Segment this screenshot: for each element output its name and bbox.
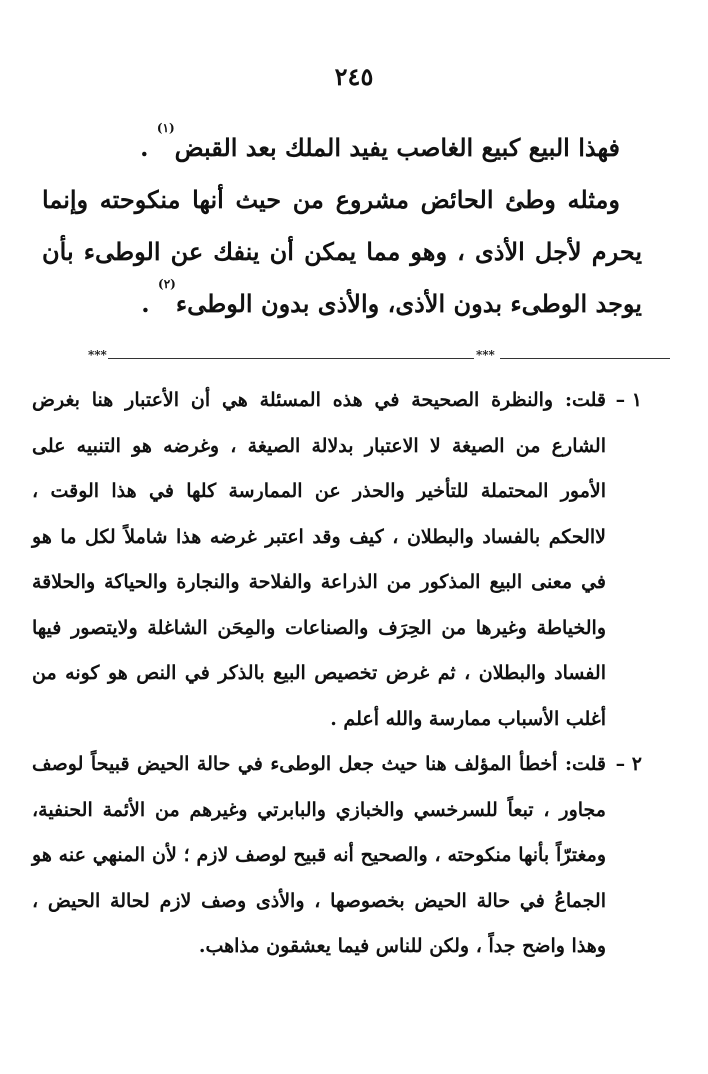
footnote-text: قلت: أخطأ المؤلف هنا حيث جعل الوطىء في حالة الحيض قبيحاً لوصف مجاور ، تبعاً للسرخسي والخبازي والبابرتي وغيرهم من الأئمة الحنفية، ومغترّاً بأنها منكوحته ، والصحيح أنه قبيح لوصف لازم ؛ لأن المنهي عنه هو الجماعُ في حالة الحيض بخصوصها ، والأذى وصف لازم لحالة الحيض ، وهذا واضح جداً ، ولكن للناس فيما يعشقون مذاهب. xyxy=(32,753,606,957)
footnote-separator xyxy=(88,348,674,362)
separator-line-right xyxy=(500,358,670,359)
paragraph-1-end: . xyxy=(140,133,157,162)
paragraph-1-text: فهذا البيع كبيع الغاصب يفيد الملك بعد القبض xyxy=(174,133,620,162)
footnote-ref-1: (١) xyxy=(156,121,175,135)
separator-line xyxy=(108,358,474,359)
paragraph-2 xyxy=(42,174,642,330)
footnote-ref-2: (٢) xyxy=(158,277,176,291)
footnote-number: ٢ – xyxy=(615,753,642,775)
separator-marks-left: *** xyxy=(88,348,107,362)
footnote-number: ١ – xyxy=(615,389,642,411)
footnote-1 xyxy=(32,378,642,742)
footnotes xyxy=(32,378,642,970)
main-text xyxy=(42,122,642,330)
paragraph-1 xyxy=(42,122,642,174)
paragraph-2-end: . xyxy=(141,289,158,318)
page-number: ٢٤٥ xyxy=(334,62,374,91)
paragraph-2-text: ومثله وطئ الحائض مشروع من حيث أنها منكوحته وإنما يحرم لأجل الأذى ، وهو مما يمكن أن ينفك عن الوطىء بأن يوجد الوطىء بدون الأذى، والأذى بدون الوطىء xyxy=(42,185,642,318)
separator-marks-middle: *** xyxy=(476,348,495,362)
footnote-2 xyxy=(32,742,642,970)
footnote-text: قلت: والنظرة الصحيحة في هذه المسئلة هي أن الأعتبار هنا بغرض الشارع من الصيغة لا الاعتبار بدلالة الصيغة ، وغرضه هو التنبيه على الأمور المحتملة للتأخير والحذر عن الممارسة كلها في هذا الوقت ، لاالحكم بالفساد والبطلان ، كيف وقد اعتبر غرضه هذا شاملاً لكل ما هو في معنى البيع المذكور من الذراعة والفلاحة والنجارة والحياكة والحلاقة والخياطة وغيرها من الحِرَف والصناعات والمِحَن الشاغلة ولايتصور فيها الفساد والبطلان ، ثم غرض تخصيص البيع بالذكر في النص هو كونه من أغلب الأسباب ممارسة والله أعلم . xyxy=(32,389,606,730)
